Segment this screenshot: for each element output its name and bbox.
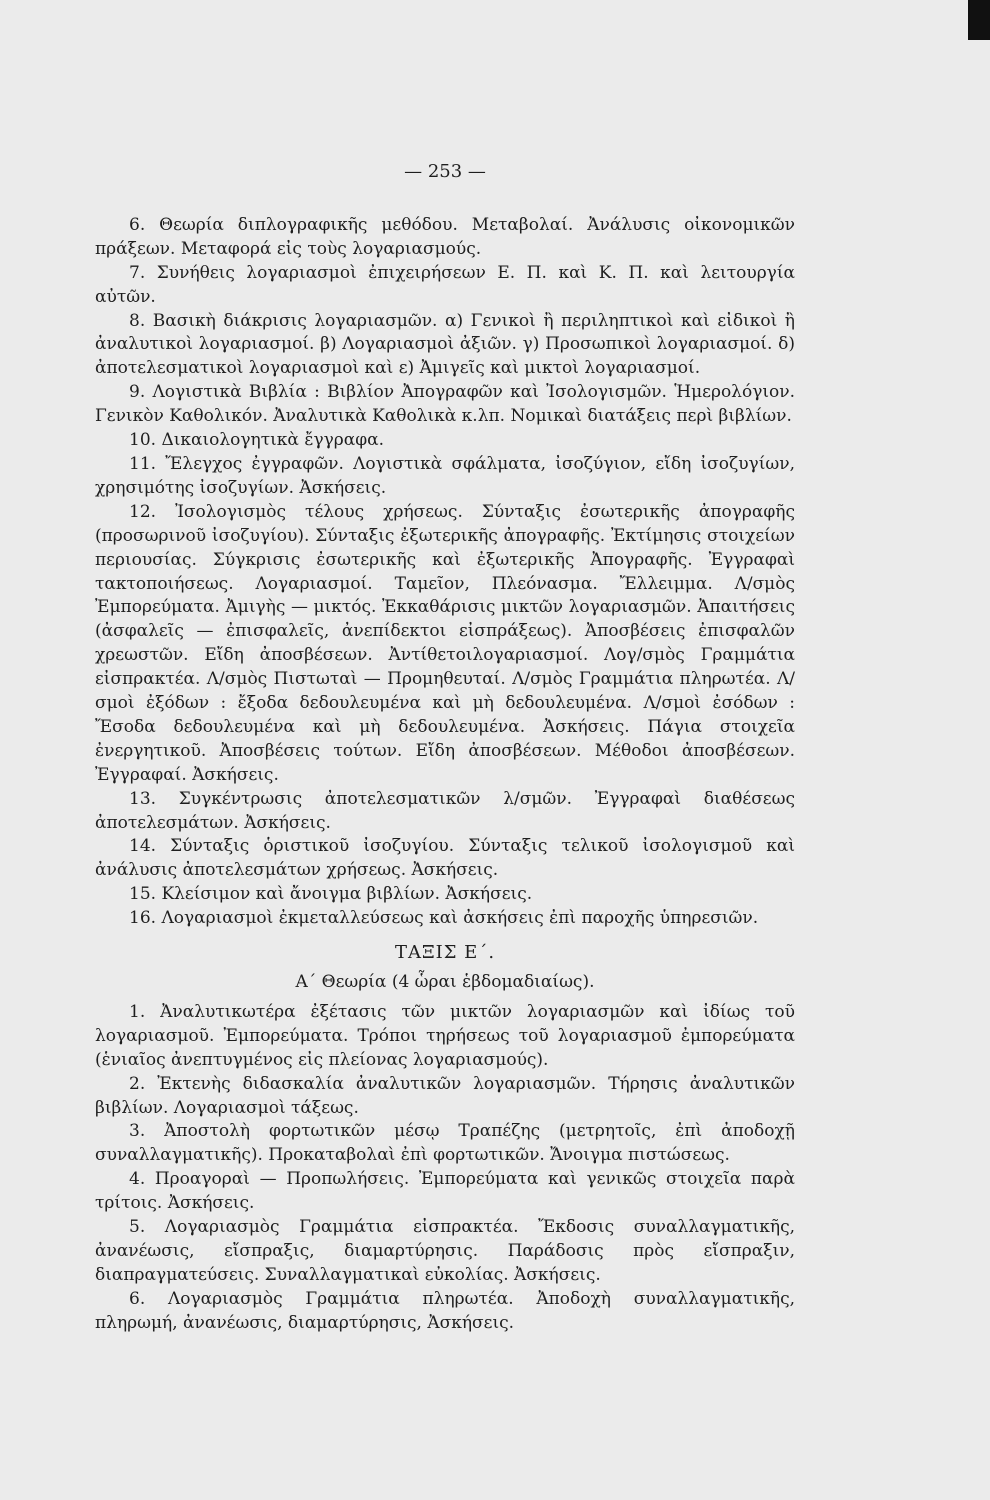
list-item: 4. Προαγοραὶ — Προπωλήσεις. Ἐμπορεύματα καὶ γενικῶς στοιχεῖα παρὰ τρίτοις. Ἀσκήσεις. (95, 1169, 795, 1214)
list-item: 6. Λογαριασμὸς Γραμμάτια πληρωτέα. Ἀποδοχὴ συναλλαγματικῆς, πληρωμή, ἀνανέωσις, διαμαρτύρησις, Ἀσκήσεις. (95, 1288, 795, 1333)
list-item: 14. Σύνταξις ὁριστικοῦ ἰσοζυγίου. Σύνταξις τελικοῦ ἰσολογισμοῦ καὶ ἀνάλυσις ἀποτελεσμάτων χρήσεως. Ἀσκήσεις. (95, 836, 795, 881)
list-item: 11. Ἔλεγχος ἐγγραφῶν. Λογιστικὰ σφάλματα, ἰσοζύγιον, εἴδη ἰσοζυγίων, χρησιμότης ἰσοζυγίων. Ἀσκήσεις. (95, 453, 795, 498)
list-item: 15. Κλείσιμον καὶ ἄνοιγμα βιβλίων. Ἀσκήσεις. (129, 884, 533, 905)
list-item: 5. Λογαριασμὸς Γραμμάτια εἰσπρακτέα. Ἔκδοσις συναλλαγματικῆς, ἀνανέωσις, εἴσπραξις, διαμαρτύρησις. Παράδοσις πρὸς εἴσπραξιν, διαπραγματεύσεις. Συναλλαγματικαὶ εὐκολίας. Ἀσκήσεις. (95, 1217, 795, 1285)
list-item: 8. Βασικὴ διάκρισις λογαριασμῶν. α) Γενικοὶ ἢ περιληπτικοὶ καὶ εἰδικοὶ ἢ ἀναλυτικοὶ λογαριασμοί. β) Λογαριασμοὶ ἀξιῶν. γ) Προσωπικοὶ λογαριασμοί. δ) ἀποτελεσματικοὶ λογαριασμοὶ καὶ ε) Ἀμιγεῖς καὶ μικτοὶ λογαριασμοί. (95, 310, 795, 379)
section-title: ΤΑΞΙΣ Ε΄. (394, 942, 496, 964)
scan-edge-mark (968, 0, 990, 40)
section-subtitle: Α΄ Θεωρία (4 ὧραι ἑβδομαδιαίως). (295, 972, 595, 992)
list-item: 16. Λογαριασμοὶ ἐκμεταλλεύσεως καὶ ἀσκήσεις ἐπὶ παροχῆς ὑπηρεσιῶν. (129, 908, 759, 929)
list-item: 9. Λογιστικὰ Βιβλία : Βιβλίον Ἀπογραφῶν καὶ Ἰσολογισμῶν. Ἡμερολόγιον. Γενικὸν Καθολικόν. Ἀναλυτικὰ Καθολικὰ κ.λπ. Νομικαὶ διατάξεις περὶ βιβλίων. (95, 382, 795, 427)
document-page (95, 160, 795, 1336)
page-number: — 253 — (404, 161, 486, 182)
list-item: 7. Συνήθεις λογαριασμοὶ ἐπιχειρήσεων Ε. Π. καὶ Κ. Π. καὶ λειτουργία αὐτῶν. (95, 262, 795, 307)
list-item: 13. Συγκέντρωσις ἀποτελεσματικῶν λ/σμῶν. Ἐγγραφαὶ διαθέσεως ἀποτελεσμάτων. Ἀσκήσεις. (95, 788, 795, 833)
list-item: 3. Ἀποστολὴ φορτωτικῶν μέσῳ Τραπέζης (μετρητοῖς, ἐπὶ ἀποδοχῇ συναλλαγματικῆς). Προκαταβολαὶ ἐπὶ φορτωτικῶν. Ἄνοιγμα πιστώσεως. (95, 1121, 795, 1166)
list-item: 1. Ἀναλυτικωτέρα ἐξέτασις τῶν μικτῶν λογαριασμῶν καὶ ἰδίως τοῦ λογαριασμοῦ. Ἐμπορεύματα. Τρόποι τηρήσεως τοῦ λογαριασμοῦ ἐμπορεύματα (ἑνιαῖος ἀνεπτυγμένος εἰς πλείονας λογαριασμούς). (95, 1001, 795, 1070)
list-item: 10. Δικαιολογητικὰ ἔγγραφα. (129, 430, 385, 451)
list-item: 2. Ἐκτενὴς διδασκαλία ἀναλυτικῶν λογαριασμῶν. Τήρησις ἀναλυτικῶν βιβλίων. Λογαριασμοὶ τάξεως. (95, 1073, 795, 1118)
list-item: 6. Θεωρία διπλογραφικῆς μεθόδου. Μεταβολαί. Ἀνάλυσις οἰκονομικῶν πράξεων. Μεταφορά εἰς τοὺς λογαριασμούς. (95, 214, 795, 259)
list-item: 12. Ἰσολογισμὸς τέλους χρήσεως. Σύνταξις ἐσωτερικῆς ἀπογραφῆς (προσωρινοῦ ἰσοζυγίου). Σύνταξις ἐξωτερικῆς ἀπογραφῆς. Ἐκτίμησις στοιχείων περιουσίας. Σύγκρισις ἐσωτερικῆς καὶ ἐξωτερικῆς Ἀπογραφῆς. Ἐγγραφαὶ τακτοποιήσεως. Λογαριασμοί. Ταμεῖον, Πλεόνασμα. Ἔλλειμμα. Λ/σμὸς Ἐμπορεύματα. Ἀμιγὴς — μικτός. Ἐκκαθάρισις μικτῶν λογαριασμῶν. Ἀπαιτήσεις (ἀσφαλεῖς — ἐπισφαλεῖς, ἀνεπίδεκτοι εἰσπράξεως). Ἀποσβέσεις ἐπισφαλῶν χρεωστῶν. Εἴδη ἀποσβέσεων. Ἀντίθετοιλογαριασμοί. Λογ/σμὸς Γραμμάτια εἰσπρακτέα. Λ/σμὸς Πιστωταὶ — Προμηθευταί. Λ/σμὸς Γραμμάτια πληρωτέα. Λ/σμοὶ ἐξόδων : ἔξοδα δεδουλευμένα καὶ μὴ δεδουλευμένα. Λ/σμοὶ ἐσόδων : Ἔσοδα δεδουλευμένα καὶ μὴ δεδουλευμένα. Ἀσκήσεις. Πάγια στοιχεῖα ἐνεργητικοῦ. Ἀποσβέσεις τούτων. Εἴδη ἀποσβέσεων. Μέθοδοι ἀποσβέσεων. Ἐγγραφαί. Ἀσκήσεις. (95, 501, 795, 785)
